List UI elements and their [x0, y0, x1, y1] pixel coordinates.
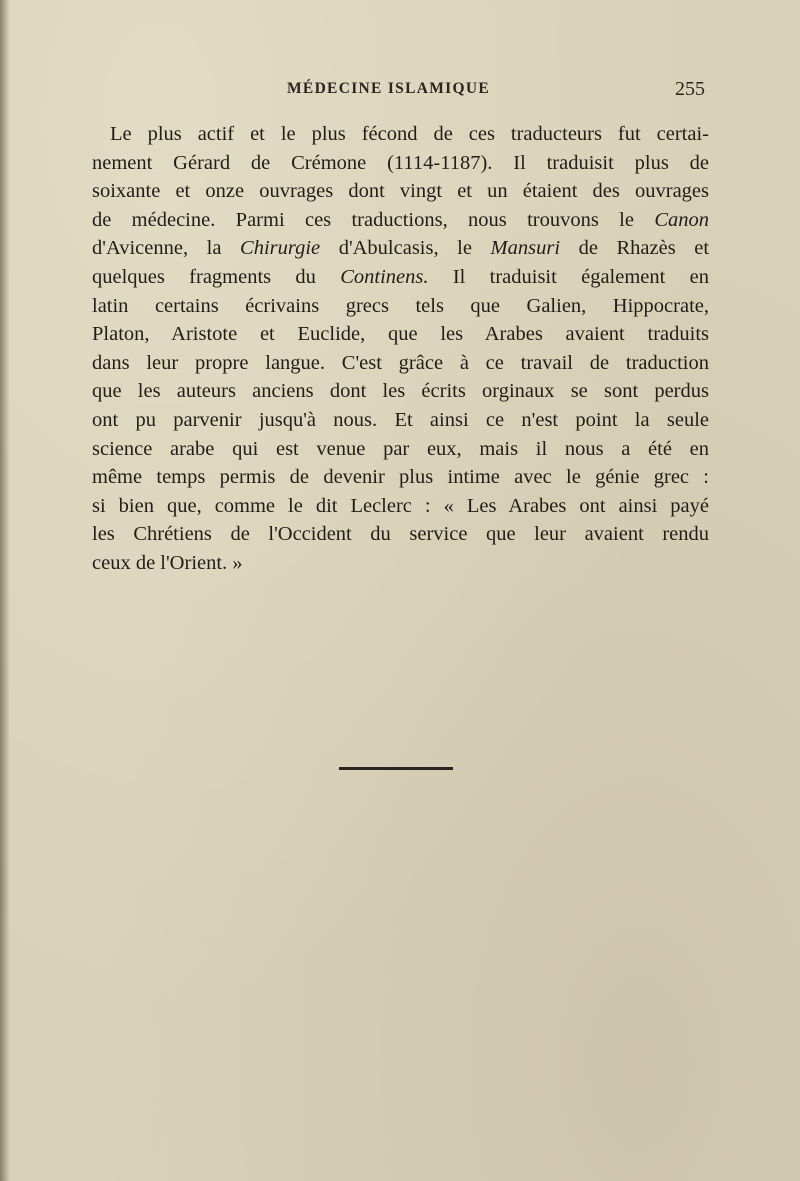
text-line: dans leur propre langue. C'est grâce à ce travail de traduction [92, 351, 709, 374]
page-number: 255 [675, 78, 705, 100]
spine-shadow [0, 0, 10, 1181]
text-line [92, 234, 709, 263]
body-paragraph [92, 120, 709, 578]
italic-title-chirurgie: Chirurgie [240, 237, 321, 260]
running-title: MÉDECINE ISLAMIQUE [287, 80, 490, 97]
text-line: Platon, Aristote et Euclide, que les Arabes avaient traduits [92, 323, 709, 346]
text-line: ceux de l'Orient. » [92, 551, 243, 574]
text-line: les Chrétiens de l'Occident du service que leur avaient rendu [92, 523, 709, 546]
text-segment: de médecine. Parmi ces traductions, nous trouvons le [92, 208, 634, 231]
running-head [0, 78, 800, 102]
text-line: que les auteurs anciens dont les écrits orginaux se sont perdus [92, 380, 709, 403]
text-segment: quelques fragments du [92, 265, 316, 288]
italic-title-continens: Continens. [340, 265, 429, 288]
text-line: ont pu parvenir jusqu'à nous. Et ainsi ce n'est point la seule [92, 408, 709, 431]
text-line: latin certains écrivains grecs tels que Galien, Hippocrate, [92, 294, 709, 317]
text-line: si bien que, comme le dit Leclerc : « Les Arabes ont ainsi payé [92, 494, 709, 517]
text-line: science arabe qui est venue par eux, mais il nous a été en [92, 437, 709, 460]
italic-title-mansuri: Mansuri [490, 237, 561, 260]
text-line [92, 263, 709, 292]
text-line: même temps permis de devenir plus intime avec le génie grec : [92, 466, 709, 489]
text-segment: d'Avicenne, la [92, 237, 222, 260]
italic-title-canon: Canon [654, 208, 710, 231]
section-end-rule [339, 767, 453, 770]
text-segment: Il traduisit également en [452, 265, 709, 288]
text-segment: d'Abulcasis, le [338, 237, 472, 260]
text-line [92, 206, 709, 235]
text-line: nement Gérard de Crémone (1114-1187). Il traduisit plus de [92, 151, 709, 174]
text-line: soixante et onze ouvrages dont vingt et un étaient des ouvrages [92, 180, 709, 203]
text-line: Le plus actif et le plus fécond de ces traducteurs fut certai- [110, 123, 709, 145]
text-segment: de Rhazès et [578, 237, 710, 260]
